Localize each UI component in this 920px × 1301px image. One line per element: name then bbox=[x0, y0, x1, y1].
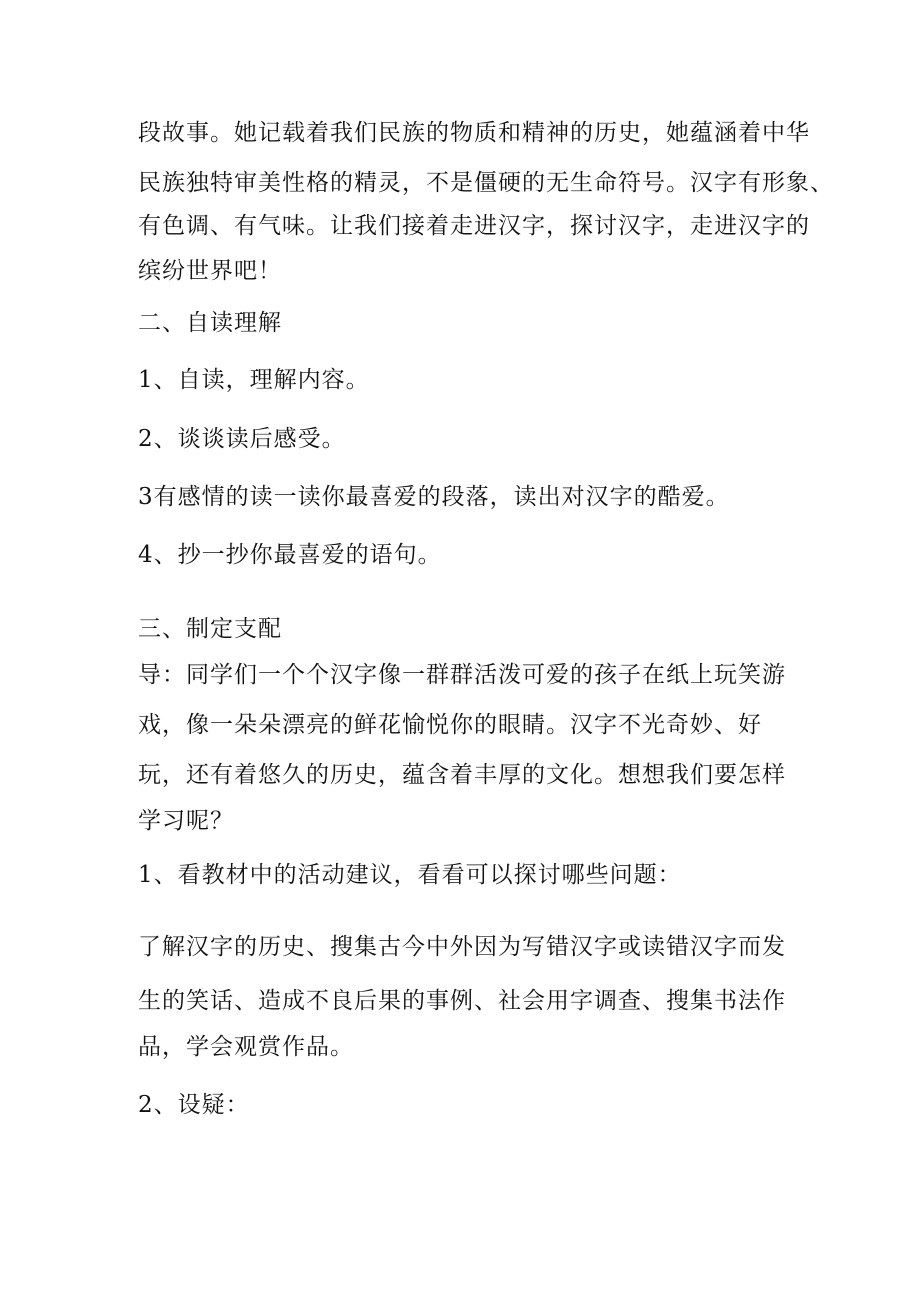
list-item-2-2: 2、谈谈读后感受。 bbox=[138, 426, 346, 452]
section-heading-3: 三、制定支配 bbox=[138, 616, 282, 642]
paragraph-activities-line-2: 生的笑话、造成不良后果的事例、社会用字调查、搜集书法作 bbox=[138, 988, 786, 1014]
paragraph-guide-line-3: 玩，还有着悠久的历史，蕴含着丰厚的文化。想想我们要怎样 bbox=[138, 762, 786, 788]
list-item-2-1: 1、自读，理解内容。 bbox=[138, 367, 370, 393]
list-item-3-2: 2、设疑： bbox=[138, 1092, 250, 1118]
list-item-2-4: 4、抄一抄你最喜爱的语句。 bbox=[138, 542, 442, 568]
paragraph-activities-line-3: 品，学会观赏作品。 bbox=[138, 1034, 354, 1060]
paragraph-intro-line-2: 民族独特审美性格的精灵，不是僵硬的无生命符号。汉字有形象、 bbox=[138, 170, 834, 196]
paragraph-guide-line-2: 戏，像一朵朵漂亮的鲜花愉悦你的眼睛。汉字不光奇妙、好 bbox=[138, 712, 762, 738]
paragraph-intro-line-1: 段故事。她记载着我们民族的物质和精神的历史，她蕴涵着中华 bbox=[138, 120, 810, 146]
list-item-3-1: 1、看教材中的活动建议，看看可以探讨哪些问题： bbox=[138, 862, 682, 888]
paragraph-activities-line-1: 了解汉字的历史、搜集古今中外因为写错汉字或读错汉字而发 bbox=[138, 934, 786, 960]
paragraph-intro-line-3: 有色调、有气味。让我们接着走进汉字，探讨汉字，走进汉字的 bbox=[138, 213, 810, 239]
section-heading-2: 二、自读理解 bbox=[138, 310, 282, 336]
paragraph-guide-line-1: 导：同学们一个个汉字像一群群活泼可爱的孩子在纸上玩笑游 bbox=[138, 662, 786, 688]
paragraph-intro-line-4: 缤纷世界吧！ bbox=[138, 258, 282, 284]
list-item-2-3: 3有感情的读一读你最喜爱的段落，读出对汉字的酷爱。 bbox=[138, 484, 730, 510]
paragraph-guide-line-4: 学习呢？ bbox=[138, 808, 234, 834]
